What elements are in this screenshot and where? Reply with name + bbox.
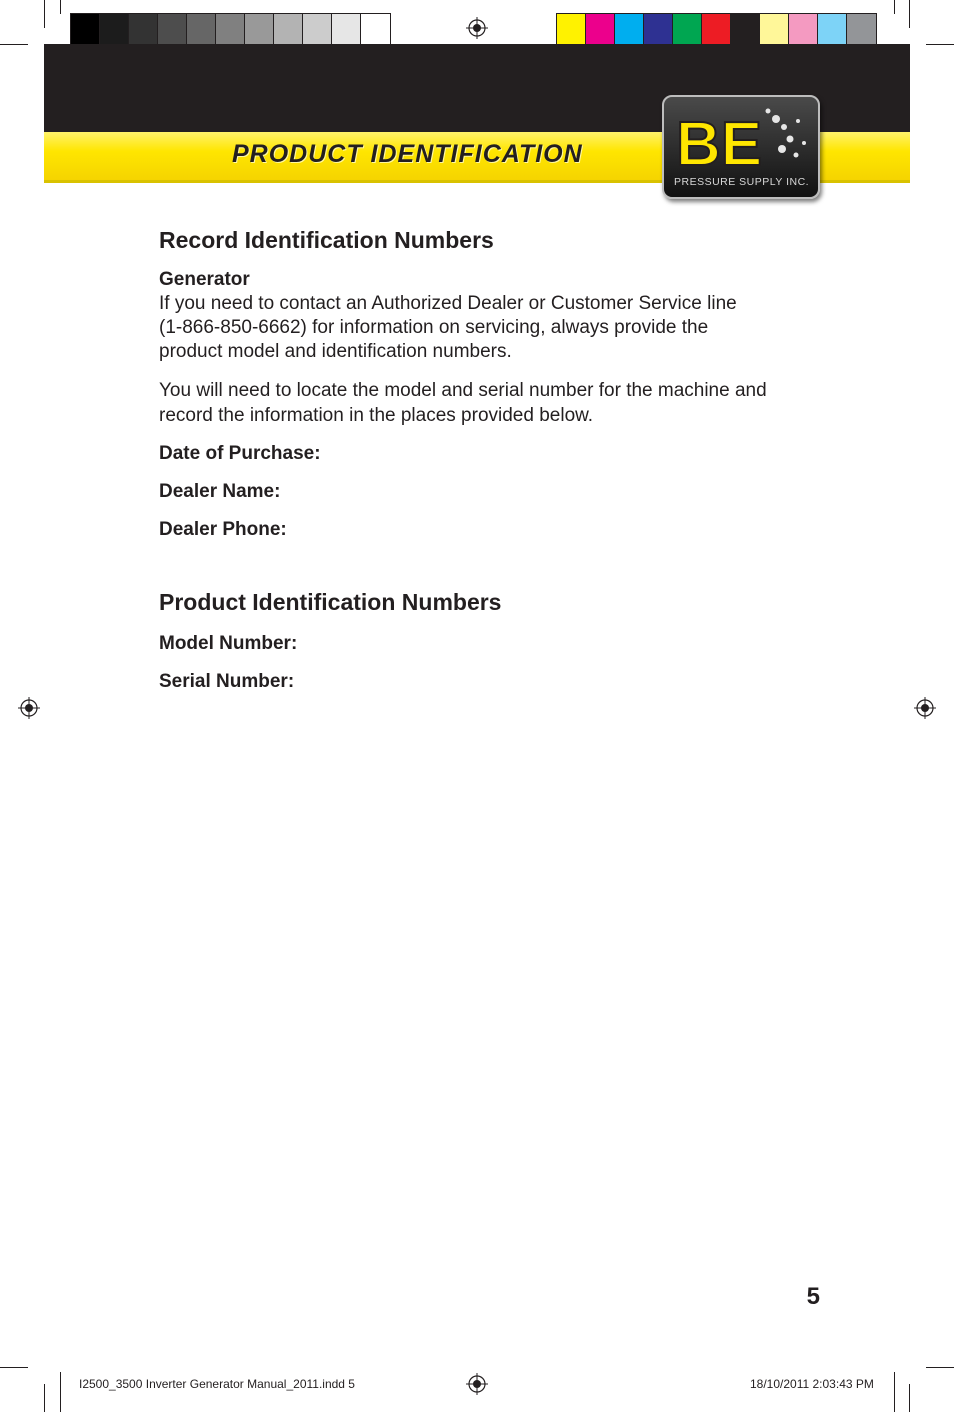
color-swatch bbox=[586, 14, 615, 44]
logo-graphic-icon bbox=[664, 97, 818, 197]
be-pressure-logo bbox=[662, 95, 820, 199]
section-heading-product-id: Product Identification Numbers bbox=[159, 589, 502, 615]
logo-tagline: PRESSURE SUPPLY INC. bbox=[674, 176, 810, 188]
crop-mark bbox=[894, 0, 895, 14]
main-content bbox=[159, 224, 819, 694]
color-swatch bbox=[818, 14, 847, 44]
crop-mark bbox=[60, 1372, 61, 1412]
grayscale-color-bar bbox=[70, 13, 391, 45]
crop-mark bbox=[909, 0, 910, 28]
crop-mark bbox=[44, 0, 45, 28]
color-swatch bbox=[789, 14, 818, 44]
color-swatch bbox=[644, 14, 673, 44]
footer-file-name: I2500_3500 Inverter Generator Manual_2011.indd 5 bbox=[79, 1377, 355, 1391]
field-serial-number: Serial Number: bbox=[159, 671, 295, 692]
color-swatch bbox=[615, 14, 644, 44]
color-swatch bbox=[245, 14, 274, 44]
crop-mark bbox=[926, 1367, 954, 1368]
color-swatch bbox=[100, 14, 129, 44]
logo-letters: BE bbox=[676, 110, 763, 179]
color-swatch bbox=[760, 14, 789, 44]
registration-mark-icon bbox=[18, 697, 40, 719]
color-swatch bbox=[129, 14, 158, 44]
process-color-bar bbox=[556, 13, 877, 45]
intro-line-2: (1-866-850-6662) for information on servicing, always provide the bbox=[159, 317, 709, 338]
field-date-of-purchase: Date of Purchase: bbox=[159, 443, 321, 464]
color-swatch bbox=[216, 14, 245, 44]
crop-mark bbox=[60, 0, 61, 14]
crop-mark bbox=[0, 44, 28, 45]
intro-line-1: If you need to contact an Authorized Dealer or Customer Service line bbox=[159, 293, 737, 314]
color-swatch bbox=[274, 14, 303, 44]
crop-mark bbox=[926, 44, 954, 45]
crop-mark bbox=[44, 1384, 45, 1412]
instructions-line-2: record the information in the places provided below. bbox=[159, 405, 594, 426]
intro-line-3: product model and identification numbers. bbox=[159, 341, 512, 362]
color-swatch bbox=[361, 14, 390, 44]
color-swatch bbox=[158, 14, 187, 44]
registration-mark-icon bbox=[466, 1373, 488, 1395]
crop-mark bbox=[909, 1384, 910, 1412]
footer-timestamp: 18/10/2011 2:03:43 PM bbox=[750, 1377, 874, 1391]
color-swatch bbox=[71, 14, 100, 44]
color-swatch bbox=[731, 14, 760, 44]
crop-mark bbox=[894, 1372, 895, 1412]
color-swatch bbox=[673, 14, 702, 44]
section-heading-record: Record Identification Numbers bbox=[159, 227, 494, 253]
color-swatch bbox=[187, 14, 216, 44]
color-swatch bbox=[557, 14, 586, 44]
instructions-paragraph bbox=[159, 378, 819, 428]
color-swatch bbox=[847, 14, 876, 44]
intro-paragraph bbox=[159, 292, 819, 364]
registration-mark-icon bbox=[914, 697, 936, 719]
crop-mark bbox=[0, 1367, 28, 1368]
field-dealer-name: Dealer Name: bbox=[159, 481, 281, 502]
page-number: 5 bbox=[806, 1283, 820, 1310]
page-title: PRODUCT IDENTIFICATION bbox=[232, 140, 583, 168]
color-swatch bbox=[702, 14, 731, 44]
color-swatch bbox=[332, 14, 361, 44]
instructions-line-1: You will need to locate the model and serial number for the machine and bbox=[159, 380, 767, 401]
registration-mark-icon bbox=[466, 17, 488, 39]
subheading-generator: Generator bbox=[159, 269, 250, 290]
field-model-number: Model Number: bbox=[159, 633, 298, 654]
color-swatch bbox=[303, 14, 332, 44]
field-dealer-phone: Dealer Phone: bbox=[159, 519, 287, 540]
